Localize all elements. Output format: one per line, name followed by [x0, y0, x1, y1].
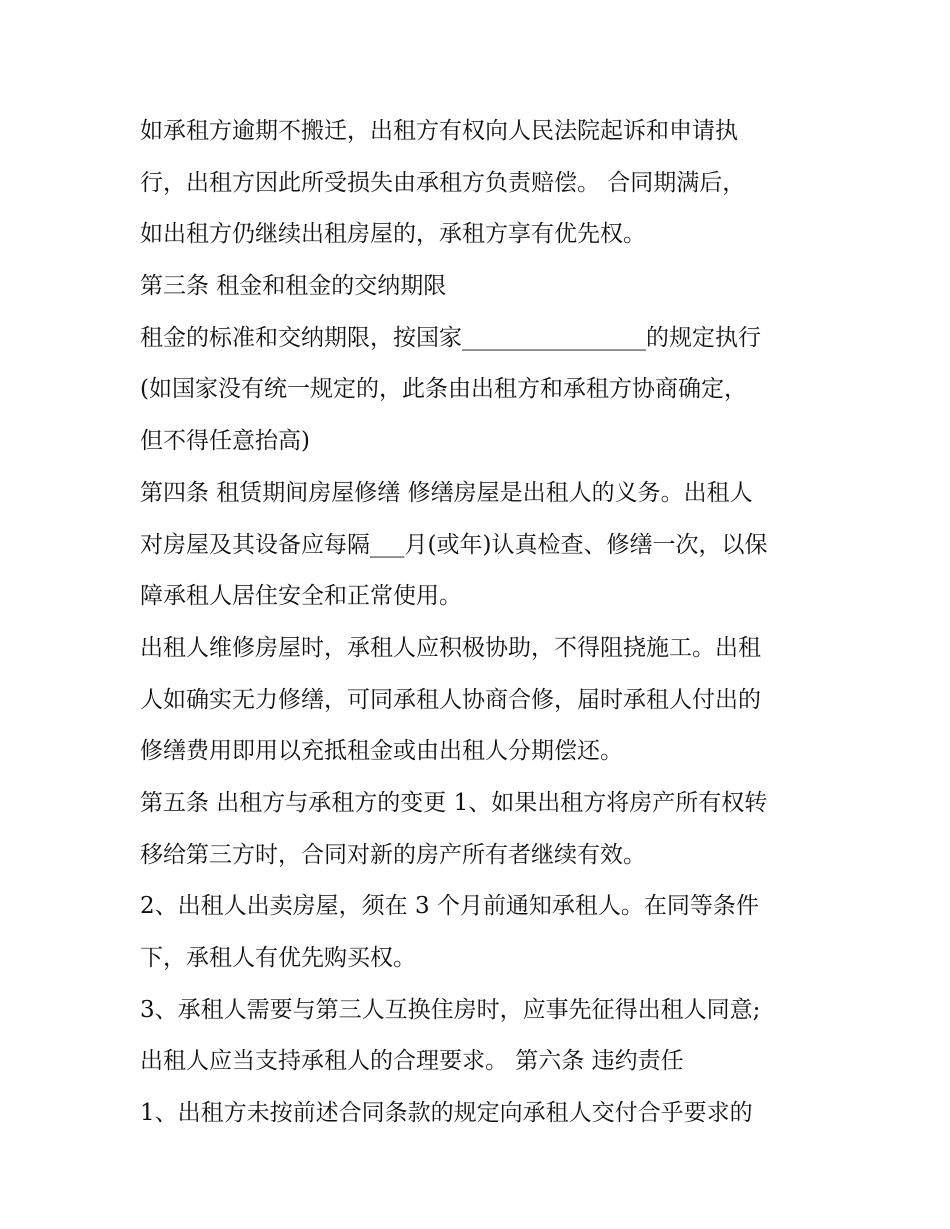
text-line: 租金的标准和交纳期限，按国家________________的规定执行: [140, 324, 761, 351]
text-line: 第四条 租赁期间房屋修缮 修缮房屋是出租人的义务。出租人: [140, 479, 753, 506]
text-line: 2、出租人出卖房屋，须在 3 个月前通知承租人。在同等条件: [140, 893, 759, 920]
text-line: 如出租方仍继续出租房屋的，承租方享有优先权。: [140, 221, 646, 248]
text-line: (如国家没有统一规定的，此条由出租方和承租方协商确定，: [140, 376, 747, 403]
text-line: 移给第三方时，合同对新的房产所有者继续有效。: [140, 841, 646, 868]
text-line: 修缮费用即用以充抵租金或由出租人分期偿还。: [140, 738, 623, 765]
text-line: 3、承租人需要与第三人互换住房时，应事先征得出租人同意;: [140, 996, 761, 1023]
text-line: 如承租方逾期不搬迁，出租方有权向人民法院起诉和申请执: [140, 118, 738, 144]
document-body: [140, 106, 830, 1140]
text-line: 第五条 出租方与承租方的变更 1、如果出租方将房产所有权转: [140, 789, 768, 816]
text-line: 1、出租方未按前述合同条款的规定向承租人交付合乎要求的: [140, 1100, 753, 1127]
text-line: 行，出租方因此所受损失由承租方负责赔偿。 合同期满后，: [140, 169, 746, 196]
text-line: 出租人应当支持承租人的合理要求。 第六条 违约责任: [140, 1048, 684, 1075]
text-line: 人如确实无力修缮，可同承租人协商合修，届时承租人付出的: [140, 686, 761, 713]
text-line: 但不得任意抬高): [140, 428, 310, 455]
text-line: 障承租人居住安全和正常使用。: [140, 583, 462, 610]
text-line: 对房屋及其设备应每隔___月(或年)认真检查、修缮一次，以保: [140, 531, 768, 558]
text-line: 下，承租人有优先购买权。: [140, 945, 416, 971]
section-heading: 第三条 租金和租金的交纳期限: [140, 273, 447, 300]
text-line: 出租人维修房屋时，承租人应积极协助，不得阻挠施工。出租: [140, 634, 761, 661]
